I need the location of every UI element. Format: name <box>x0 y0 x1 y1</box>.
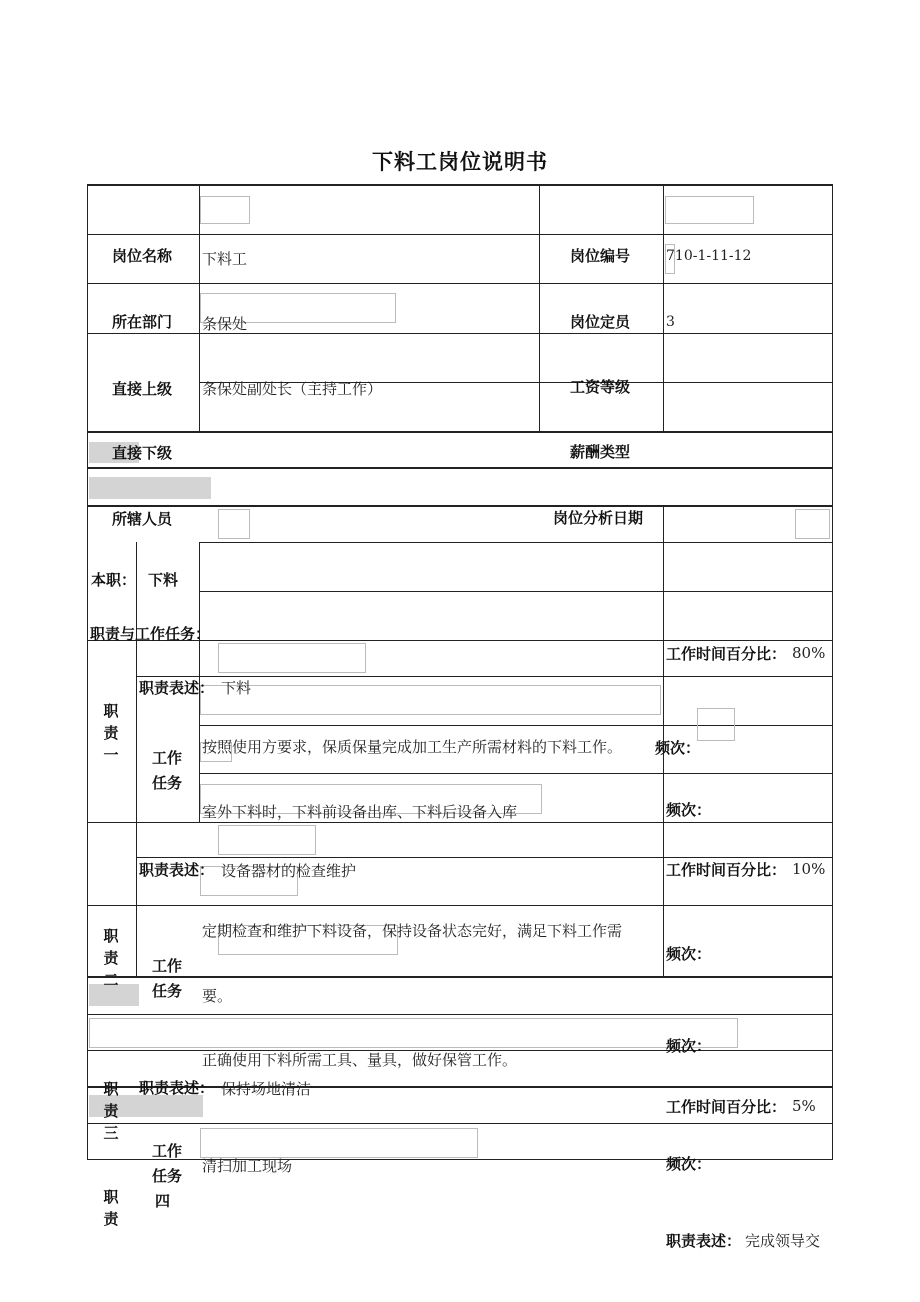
duties-tasks-heading: 职责与工作任务： <box>90 625 211 643</box>
duty-1-desc-value: 下料 <box>221 679 252 697</box>
duty-2-desc-value: 设备器材的检查维护 <box>221 862 357 880</box>
duty-4-desc-value: 完成领导交 <box>745 1232 821 1250</box>
duty-1-task-label: 任务 <box>152 774 183 792</box>
duty-4-vertical-label: 职责 <box>103 1188 119 1228</box>
duty-4-number: 四 <box>155 1192 171 1210</box>
duty-3-task-label: 任务 <box>152 1167 183 1185</box>
page-title: 下料工岗位说明书 <box>372 150 548 174</box>
analysis-date-label: 岗位分析日期 <box>553 509 644 527</box>
duty-2-vertical-label: 职责二 <box>103 927 119 989</box>
duty-2-time-label: 工作时间百分比： <box>666 861 787 879</box>
duty-3-desc-label: 职责表述： <box>139 1079 215 1097</box>
pay-type-label: 薪酬类型 <box>570 443 631 461</box>
duty-3-vertical-label: 职责三 <box>103 1080 119 1142</box>
department-label: 所在部门 <box>112 313 173 331</box>
duty-1-desc-label: 职责表述： <box>139 679 215 697</box>
headcount-value: 3 <box>666 314 675 330</box>
duty-2-task-label: 任务 <box>152 982 183 1000</box>
headcount-label: 岗位定员 <box>570 313 631 331</box>
duty-1-task-2: 室外下料时，下料前设备出库、下料后设备入库 <box>202 803 518 821</box>
duty-3-freq-label: 频次： <box>666 1155 712 1173</box>
main-duty-label: 本职： <box>91 571 137 589</box>
duty-1-freq-2-label: 频次： <box>666 801 712 819</box>
position-name-value: 下料工 <box>202 250 248 268</box>
duty-2-freq-2-label: 频次： <box>666 1037 712 1055</box>
position-code-value: 710-1-11-12 <box>666 248 752 264</box>
staff-label: 所辖人员 <box>112 510 173 528</box>
duty-2-desc-label: 职责表述： <box>139 861 215 879</box>
duty-1-time-label: 工作时间百分比： <box>666 645 787 663</box>
duty-1-vertical-label: 职责一 <box>103 702 119 764</box>
duty-2-freq-1-label: 频次： <box>666 945 712 963</box>
duty-3-time-label: 工作时间百分比： <box>666 1098 787 1116</box>
duty-3-time-value: 5% <box>792 1097 816 1115</box>
duty-2-task-2: 要。 <box>202 987 233 1005</box>
position-code-label: 岗位编号 <box>570 247 631 265</box>
duty-2-task-3: 正确使用下料所需工具、量具，做好保管工作。 <box>202 1051 518 1069</box>
duty-2-work-label: 工作 <box>152 957 183 975</box>
duty-1-time-value: 80% <box>792 644 826 662</box>
superior-value: 条保处副处长（主持工作） <box>202 380 383 398</box>
duty-4-desc-label: 职责表述： <box>666 1232 742 1250</box>
duty-3-desc-value: 保持场地清洁 <box>221 1080 312 1098</box>
superior-label: 直接上级 <box>112 380 173 398</box>
duty-1-work-label: 工作 <box>152 749 183 767</box>
duty-3-work-label: 工作 <box>152 1142 183 1160</box>
salary-grade-label: 工资等级 <box>570 378 631 396</box>
duty-2-time-value: 10% <box>792 860 826 878</box>
main-duty-text: 下料 <box>148 571 179 589</box>
subordinate-label: 直接下级 <box>112 444 173 462</box>
duty-1-task-1: 按照使用方要求，保质保量完成加工生产所需材料的下料工作。 <box>202 738 623 756</box>
duty-3-task-1: 清扫加工现场 <box>202 1157 293 1175</box>
duty-1-freq-1-label: 频次： <box>655 739 701 757</box>
position-name-label: 岗位名称 <box>112 247 173 265</box>
department-value: 条保处 <box>202 315 248 333</box>
duty-2-task-1: 定期检查和维护下料设备，保持设备状态完好，满足下料工作需 <box>202 922 623 940</box>
